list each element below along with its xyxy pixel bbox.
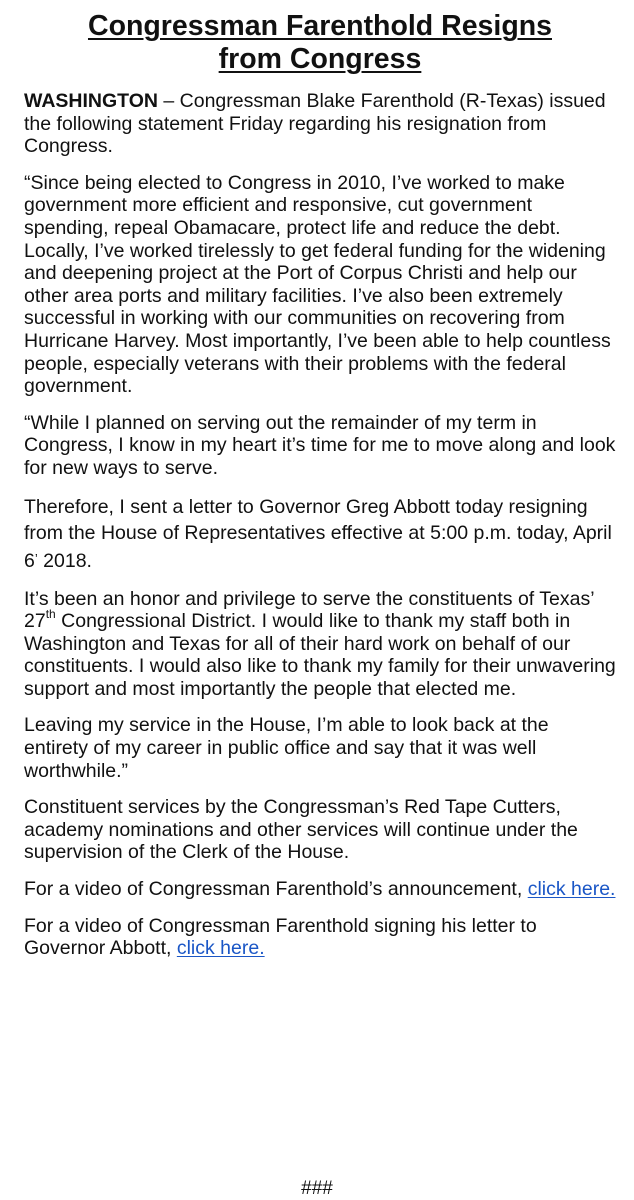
end-mark: ###: [301, 1178, 333, 1199]
thanks-text-before: It’s been an honor and privilege to serve the constituents of Texas’ 27: [24, 587, 594, 633]
resignation-text: Therefore, I sent a letter to Governor Greg Abbott today resigning from the House of Representatives effective at 5:00 p.m. today, April 6: [24, 495, 612, 572]
intro-text: – Congressman Blake Farenthold (R-Texas) issued the following statement Friday regarding his resignation from Congress.: [24, 90, 606, 158]
thanks-text-after: Congressional District. I would like to thank my staff both in Washington and Texas for all of their hard work on behalf of our constituents. I would also like to thank my family for their unwavering support and most importantly the people that elected me.: [24, 610, 616, 700]
date-mark: ’: [34, 550, 38, 566]
video-announcement-paragraph: [24, 878, 616, 901]
closing-quote-paragraph: Leaving my service in the House, I’m able to look back at the entirety of my career in public office and say that it was well worthwhile.”: [24, 714, 549, 782]
headline-line-1: Congressman Farenthold Resigns: [87, 10, 552, 42]
video-signing-paragraph: [24, 915, 616, 960]
constituent-services-paragraph: Constituent services by the Congressman’s Red Tape Cutters, academy nominations and other services will continue under the supervision of the Clerk of the House.: [24, 796, 578, 864]
video-signing-text: For a video of Congressman Farenthold signing his letter to Governor Abbott,: [24, 914, 537, 960]
resignation-year: 2018.: [37, 549, 92, 572]
statement-paragraph-1: “Since being elected to Congress in 2010, I’ve worked to make government more efficient and responsive, cut government spending, repeal Obamacare, protect life and reduce the debt. Locally, I’ve worked tirelessly to get federal funding for the widening and deepening project at the Port of Corpus Christi and help our other area ports and military facilities. I’ve also been extremely successful in working with our communities on recovering from Hurricane Harvey. Most importantly, I’ve been able to help countless people, especially veterans with their problems with the federal government.: [24, 171, 611, 398]
intro-paragraph: [24, 90, 616, 158]
statement-paragraph-2: “While I planned on serving out the remainder of my term in Congress, I know in my heart it’s time for me to move along and look for new ways to serve.: [24, 411, 616, 479]
dateline: WASHINGTON: [24, 90, 158, 112]
headline: [24, 10, 616, 76]
video-announcement-text: For a video of Congressman Farenthold’s announcement,: [24, 878, 528, 901]
ordinal-suffix: th: [45, 607, 56, 622]
announcement-video-link[interactable]: click here.: [527, 878, 616, 901]
headline-line-2: from Congress: [218, 43, 422, 75]
thanks-paragraph: [24, 588, 616, 701]
signing-video-link[interactable]: click here.: [176, 937, 265, 960]
resignation-paragraph: [24, 494, 616, 574]
